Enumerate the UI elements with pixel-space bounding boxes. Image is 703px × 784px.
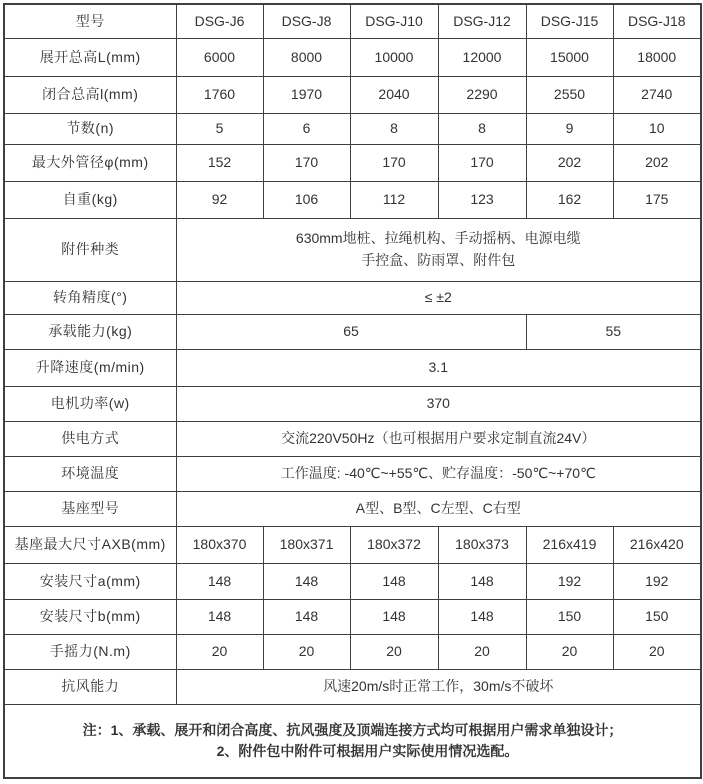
table-row xyxy=(4,38,701,76)
row-label: 安装尺寸a(mm) xyxy=(4,563,176,599)
value-cell: 6 xyxy=(263,113,350,144)
value-cell: 8 xyxy=(438,113,526,144)
value-cell: 12000 xyxy=(438,38,526,76)
value-cell: 18000 xyxy=(613,38,701,76)
value-cell: 216x419 xyxy=(526,526,613,563)
value-cell-span xyxy=(176,281,701,314)
spec-table xyxy=(3,3,702,779)
value-cell-merged: 55 xyxy=(526,314,701,349)
value-cell-span xyxy=(176,349,701,386)
value-line: 3.1 xyxy=(428,358,448,375)
value-cell: 20 xyxy=(263,634,350,669)
value-cell: 2740 xyxy=(613,76,701,113)
value-cell: 148 xyxy=(438,599,526,634)
table-row xyxy=(4,349,701,386)
model-header-cell: DSG-J10 xyxy=(350,4,438,38)
table-row xyxy=(4,599,701,634)
value-cell: 20 xyxy=(526,634,613,669)
value-line: 风速20m/s时正常工作，30m/s不破坏 xyxy=(323,677,554,694)
row-label: 电机功率(w) xyxy=(4,386,176,421)
row-label: 自重(kg) xyxy=(4,181,176,218)
value-cell: 15000 xyxy=(526,38,613,76)
value-cell: 8 xyxy=(350,113,438,144)
row-label: 升降速度(m/min) xyxy=(4,349,176,386)
value-cell-span xyxy=(176,421,701,456)
row-label: 供电方式 xyxy=(4,421,176,456)
model-header-cell: DSG-J6 xyxy=(176,4,263,38)
model-header-cell: DSG-J15 xyxy=(526,4,613,38)
row-label: 转角精度(°) xyxy=(4,281,176,314)
value-cell: 123 xyxy=(438,181,526,218)
value-cell: 92 xyxy=(176,181,263,218)
table-row xyxy=(4,144,701,181)
table-row xyxy=(4,491,701,526)
value-cell: 1760 xyxy=(176,76,263,113)
value-cell: 5 xyxy=(176,113,263,144)
note-cell xyxy=(4,704,701,778)
value-line: 手控盒、防雨罩、附件包 xyxy=(361,251,516,268)
value-cell: 148 xyxy=(350,563,438,599)
table-row xyxy=(4,4,701,38)
value-cell: 170 xyxy=(438,144,526,181)
header-label: 型号 xyxy=(4,4,176,38)
value-cell: 202 xyxy=(526,144,613,181)
value-cell: 2040 xyxy=(350,76,438,113)
value-cell-span xyxy=(176,669,701,704)
note-prefix: 注： xyxy=(82,722,111,739)
row-label: 安装尺寸b(mm) xyxy=(4,599,176,634)
value-line: 工作温度: -40℃~+55℃、贮存温度：-50℃~+70℃ xyxy=(280,464,596,481)
value-cell: 150 xyxy=(613,599,701,634)
value-cell: 148 xyxy=(350,599,438,634)
value-cell: 192 xyxy=(613,563,701,599)
note-text: 1、承载、展开和闭合高度、抗风强度及顶端连接方式均可根据用户需求单独设计； xyxy=(110,722,623,739)
model-header-cell: DSG-J18 xyxy=(613,4,701,38)
value-line: 交流220V50Hz（也可根据用户要求定制直流24V） xyxy=(281,429,596,446)
value-cell-merged: 65 xyxy=(176,314,526,349)
table-row xyxy=(4,456,701,491)
table-row xyxy=(4,669,701,704)
value-cell-span xyxy=(176,456,701,491)
value-cell: 180x371 xyxy=(263,526,350,563)
value-line: A型、B型、C左型、C右型 xyxy=(355,499,521,516)
value-cell: 148 xyxy=(176,563,263,599)
row-label: 闭合总高l(mm) xyxy=(4,76,176,113)
model-header-cell: DSG-J8 xyxy=(263,4,350,38)
value-line: ≤ ±2 xyxy=(424,288,452,305)
note-line xyxy=(8,720,697,740)
table-row xyxy=(4,704,701,778)
value-cell-span xyxy=(176,218,701,281)
value-cell-span xyxy=(176,491,701,526)
row-label: 附件种类 xyxy=(4,218,176,281)
table-row xyxy=(4,314,701,349)
value-cell: 20 xyxy=(438,634,526,669)
value-cell: 150 xyxy=(526,599,613,634)
value-cell: 180x372 xyxy=(350,526,438,563)
row-label: 基座型号 xyxy=(4,491,176,526)
row-label: 展开总高L(mm) xyxy=(4,38,176,76)
table-row xyxy=(4,218,701,281)
table-row xyxy=(4,386,701,421)
value-cell: 20 xyxy=(613,634,701,669)
row-label: 环境温度 xyxy=(4,456,176,491)
value-cell: 148 xyxy=(176,599,263,634)
value-cell: 162 xyxy=(526,181,613,218)
value-cell: 170 xyxy=(350,144,438,181)
table-row xyxy=(4,281,701,314)
value-cell: 10 xyxy=(613,113,701,144)
value-cell: 148 xyxy=(438,563,526,599)
value-cell: 216x420 xyxy=(613,526,701,563)
table-row xyxy=(4,113,701,144)
value-cell: 6000 xyxy=(176,38,263,76)
value-cell: 148 xyxy=(263,563,350,599)
row-label: 节数(n) xyxy=(4,113,176,144)
value-cell: 112 xyxy=(350,181,438,218)
value-cell: 152 xyxy=(176,144,263,181)
table-row xyxy=(4,76,701,113)
value-cell: 1970 xyxy=(263,76,350,113)
table-row xyxy=(4,634,701,669)
value-cell-span xyxy=(176,386,701,421)
value-cell: 180x370 xyxy=(176,526,263,563)
note-line: 2、附件包中附件可根据用户实际使用情况选配。 xyxy=(216,742,519,759)
value-cell: 10000 xyxy=(350,38,438,76)
value-cell: 170 xyxy=(263,144,350,181)
value-line: 370 xyxy=(426,394,450,411)
value-cell: 2290 xyxy=(438,76,526,113)
model-header-cell: DSG-J12 xyxy=(438,4,526,38)
row-label: 承载能力(kg) xyxy=(4,314,176,349)
value-cell: 192 xyxy=(526,563,613,599)
value-cell: 202 xyxy=(613,144,701,181)
table-row xyxy=(4,526,701,563)
value-cell: 2550 xyxy=(526,76,613,113)
value-cell: 9 xyxy=(526,113,613,144)
value-cell: 106 xyxy=(263,181,350,218)
value-cell: 180x373 xyxy=(438,526,526,563)
row-label: 最大外管径φ(mm) xyxy=(4,144,176,181)
table-row xyxy=(4,563,701,599)
row-label: 基座最大尺寸AXB(mm) xyxy=(4,526,176,563)
value-cell: 20 xyxy=(176,634,263,669)
row-label: 手摇力(N.m) xyxy=(4,634,176,669)
row-label: 抗风能力 xyxy=(4,669,176,704)
value-cell: 175 xyxy=(613,181,701,218)
value-line: 630mm地桩、拉绳机构、手动摇柄、电源电缆 xyxy=(295,229,581,246)
value-cell: 148 xyxy=(263,599,350,634)
value-cell: 20 xyxy=(350,634,438,669)
value-cell: 8000 xyxy=(263,38,350,76)
table-row xyxy=(4,421,701,456)
spec-table-body xyxy=(4,4,701,778)
table-row xyxy=(4,181,701,218)
